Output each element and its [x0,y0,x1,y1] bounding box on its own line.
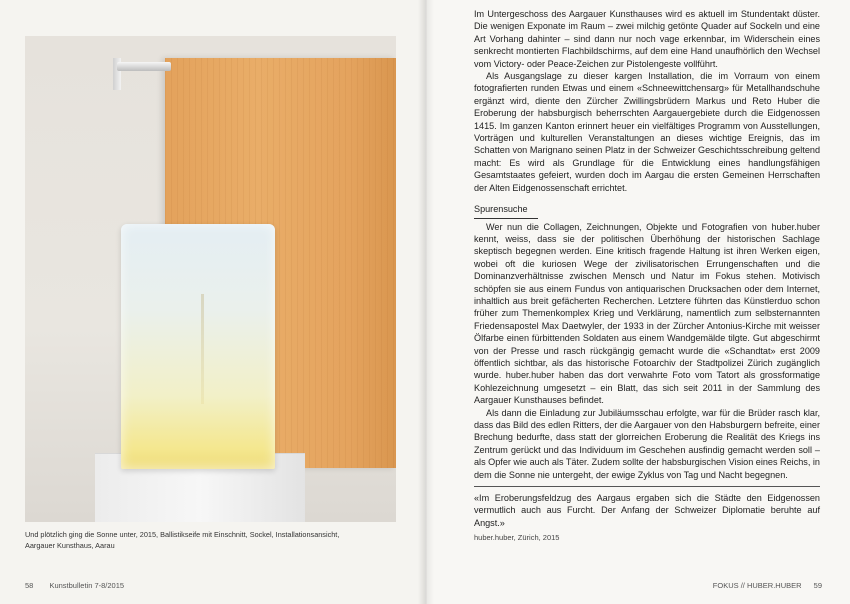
footer-right [703,581,822,590]
paragraph-2: Als Ausgangslage zu dieser kargen Installation, die im Vorraum von einem fotografierten runden Etwas und einem «Schneewittchensarg» für Metallhandschuhe ergänzt wird, diente den Zürcher Zwillingsbrüdern Markus und Reto Huber die Eroberung der habsburgisch beherrschten Aargauergebiete durch die Eidgenossen 1415. Im ganzen Kanton erinnert heuer ein vielfältiges Programm von Ausstellungen, Vorträgen und kulturellen Veranstaltungen an dieses wichtige Ereignis, das im Schatten von Marignano seinen Platz in der Schweizer Geschichtsschreibung geltend macht: Es wird als Grundlage für die Entwicklung eines handlungsfähigen Gesamtstaates gefeiert, wurden doch im Aargau die ersten Gemeinen Herrschaften der Alten Eidgenossenschaft errichtet. [474,71,820,193]
book-gutter [418,0,434,604]
photo-caption [25,530,405,551]
section-heading: Spurensuche [474,203,538,218]
quote-divider [474,486,820,487]
caption-line-2: Aargauer Kunsthaus, Aarau [25,540,115,550]
paragraph-4: Als dann die Einladung zur Jubiläumsschau erfolgte, war für die Brüder rasch klar, dass das Bild des edlen Ritters, der die Aargauer von den Habsburgern befreite, einer Brechung bedurfte, dass statt der glorreichen Eroberung die Realität des Kriegs ins Zentrum gerückt und das Individuum im Geschehen ausfindig gemacht werden soll – als Opfer wie auch als Täter. Zudem sollte der habsburgischen Vision eines Reichs, in dem die Sonne nie untergeht, der ewige Zyklus von Tag und Nacht begegnen. [474,407,820,480]
soap-incision [201,294,204,404]
installation-photo [25,36,396,522]
caption-line-1: Und plötzlich ging die Sonne unter, 2015, Ballistikseife mit Einschnitt, Sockel, Installationsansicht, [25,530,340,539]
pull-quote: «Im Eroberungsfeldzug des Aargaus ergaben sich die Städte den Eidgenossen vermutlich auch aus Furcht. Der Anfang der Schweizer Diplomatie beruhte auf Angst.» [474,493,820,528]
section-label: FOKUS // HUBER.HUBER [712,581,802,590]
paragraph-1: Im Untergeschoss des Aargauer Kunsthauses wird es aktuell im Stundentakt düster. Die wenigen Exponate im Raum – zwei milchig getönte Quader auf Sockeln und eine Art Vorhang dahinter – sind dann nur noch vage erkennbar, im Widerschein eines senkrecht montierten Flachbildschirms, auf dem eine Hand unaufhörlich den Wechsel vom Victory- oder Peace-Zeichen zur Pistolengeste vollführt. [474,9,820,69]
paragraph-3: Wer nun die Collagen, Zeichnungen, Objekte und Fotografien von huber.huber kennt, weiss, dass sie der politischen Überhöhung der historischen Sachlage skeptisch begegnen werden. Eine kritisch fragende Haltung ist ihren Werken eigen, wobei oft die kuriosen Wege der zivilisatorischen Errungenschaften und die Dominanzverhältnisse zwischen Mensch und Natur im Fokus stehen. Motivisch schöpfen sie aus einem Fundus von antiquarischen Drucksachen oder dem Internet, inhaltlich aus breit gefächerten Recherchen. Letztere führten das Künstlerduo schon früher zum Themenkomplex Krieg und Verklärung, namentlich zum selbsternannten Friedensapostel Max Daetwyler, der 1933 in der Zürcher Antonius-Kirche mit weisser Ölfarbe einen fürbittenden Soldaten aus einem Wandgemälde tilgte. Gut abgeschirmt von der Presse und rasch rückgängig gemacht wurde die «Schandtat» erst 2009 öffentlich sichtbar, als das historische Fotoarchiv der Stadtpolizei Zürich zugänglich wurde. huber.huber haben das dort verwahrte Foto vom Tatort als grossformatige Kohlezeichnung umgesetzt – ein Blatt, das sich seit 2011 in der Sammlung des Aargauer Kunsthauses befindet. [474,221,820,406]
page-number-right: 59 [813,581,822,590]
publication-name: Kunstbulletin 7-8/2015 [49,581,125,590]
footer-left [25,581,138,590]
article-text [474,8,820,545]
quote-source: huber.huber, Zürich, 2015 [474,533,560,543]
soap-block [121,224,275,469]
page-number-left: 58 [25,581,34,590]
metal-rod [117,62,171,71]
